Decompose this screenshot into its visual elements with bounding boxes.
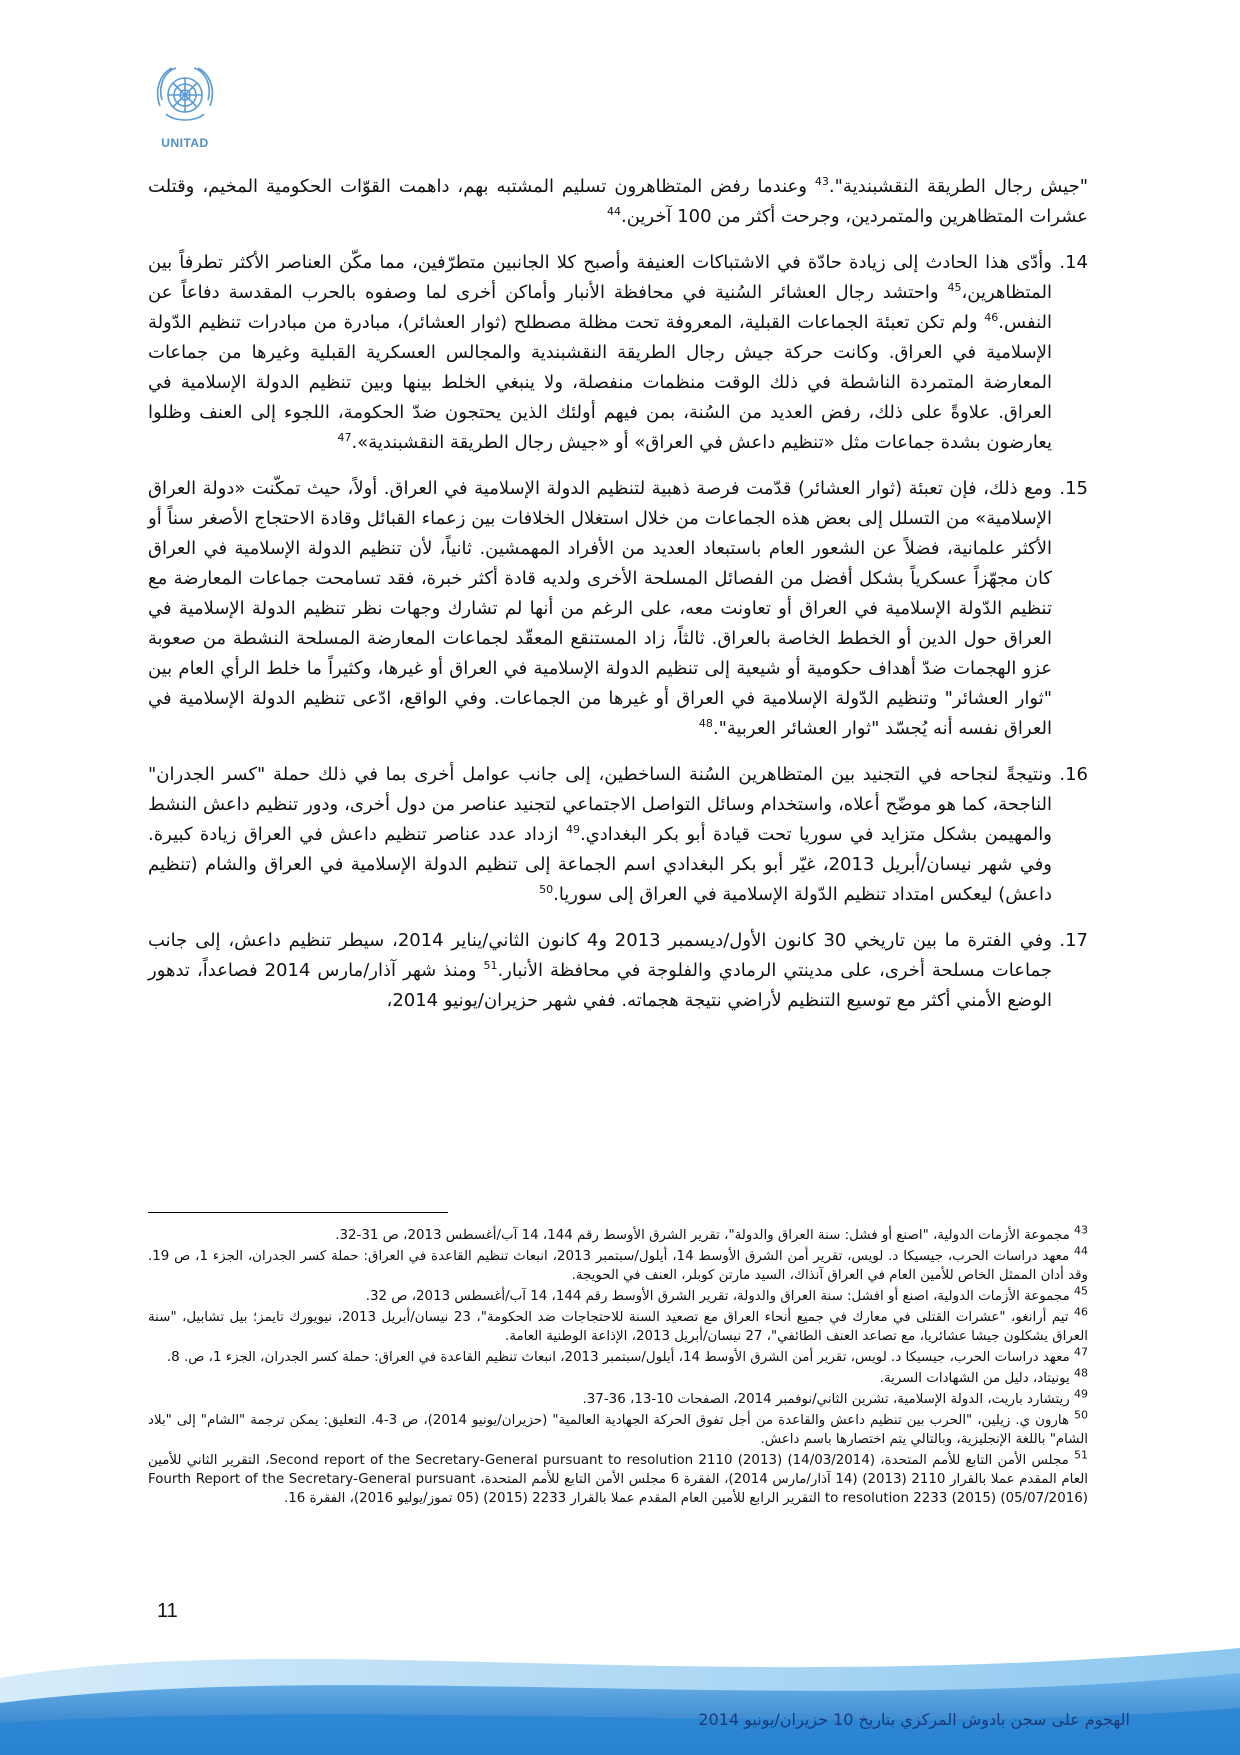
paragraph-number: 17. <box>1059 930 1088 951</box>
paragraph-16: 16. ونتيجةً لنجاحه في التجنيد بين المتظاهرين السُنة الساخطين، إلى جانب عوامل أخرى بما في ذلك حملة "كسر الجدران" الناجحة، كما هو موضّح أعلاه، واستخدام وسائل التواصل الاجتماعي لتجنيد عناصر من دول أخرى، ودور تنظيم داعش النشط والمهيمن بشكل متزايد في سوريا تحت قيادة أبو بكر البغدادي.$^{49}$ ازداد عدد عناصر تنظيم داعش في العراق زيادة كبيرة. وفي شهر نيسان/أبريل 2013، غيّر أبو بكر البغدادي اسم الجماعة إلى تنظيم الدولة الإسلامية في العراق والشام (تنظيم داعش) ليعكس امتداد تنظيم الدّولة الإسلامية في العراق إلى سوريا.$^{50}$ <box>148 760 1088 910</box>
footnote-with-links: $^{51}$ مجلس الأمن التابع للأمم المتحدة، Second report of the Secretary-General pursuant to resolution 2110 (2013) (14/03/2014)، التقرير الثاني للأمين العام المقدم عملا بالقرار 2110 (2013) (14 آذار/مارس 2014)، الفقرة 6 مجلس الأمن التابع للأمم المتحدة، Fourth Report of the Secretary-General pursuant to resolution 2233 (2015) (05/07/2016) التقرير الرابع للأمين العام المقدم عملا بالقرار 2233 (2015) (05 تموز/يوليو 2016)، الفقرة 16. <box>148 1448 1089 1506</box>
paragraph-17: 17. وفي الفترة ما بين تاريخي 30 كانون الأول/ديسمبر 2013 و4 كانون الثاني/يناير 2014، سيطر تنظيم داعش، إلى جانب جماعات مسلحة أخرى، على مدينتي الرمادي والفلوجة في محافظة الأنبار.$^{51}$ ومنذ شهر آذار/مارس 2014 فصاعداً، تدهور الوضع الأمني أكثر مع توسيع التنظيم لأراضي نتيجة هجماته. ففي شهر حزيران/يونيو 2014، <box>148 926 1088 1016</box>
logo-text: UNITAD <box>161 136 209 150</box>
un-emblem-icon <box>148 60 222 134</box>
footnote: $^{47}$ معهد دراسات الحرب، جيسيكا د. لويس، تقرير أمن الشرق الأوسط 14، أيلول/سبتمبر 2013، انبعاث تنظيم القاعدة في العراق: حملة كسر الجدران، الجزء 1، ص. 8. <box>166 1345 1088 1365</box>
paragraph-number: 14. <box>1059 252 1088 273</box>
footnote: $^{43}$ مجموعة الأزمات الدولية، "اصنع أو فشل: سنة العراق والدولة"، تقرير الشرق الأوسط رقم 144، 14 آب/أغسطس 2013، ص 31-32. <box>335 1223 1088 1243</box>
paragraph-14: 14. وأدّى هذا الحادث إلى زيادة حادّة في الاشتباكات العنيفة وأصبح كلا الجانبين متطرّفين، مما مكّن العناصر الأكثر تطرفاً بين المتظاهرين،$^{45}$ واحتشد رجال العشائر السُنية في محافظة الأنبار وأماكن أخرى لما وصفوه بالحرب المقدسة دفاعاً عن النفس.$^{46}$ ولم تكن تعبئة الجماعات القبلية، المعروفة تحت مظلة مصطلح (ثوار العشائر)، مبادرة من مبادرات تنظيم الدّولة الإسلامية في العراق. وكانت حركة جيش رجال الطريقة النقشبندية والمجالس العسكرية القبلية وغيرها من جماعات المعارضة المتمردة الناشطة في ذلك الوقت منظمات منفصلة، ولا ينبغي الخلط بينها وبين تنظيم الدولة الإسلامية في العراق. علاوةً على ذلك، رفض العديد من السُنة، بمن فيهم أولئك الذين يحتجون ضدّ الحكومة، اللجوء إلى العنف وظلوا يعارضون بشدة جماعات مثل «تنظيم داعش في العراق» أو «جيش رجال الطريقة النقشبندية».$^{47}$ <box>148 248 1088 458</box>
paragraph-number: 16. <box>1059 764 1088 785</box>
footnote: $^{50}$ هارون ي. زيلين، "الحرب بين تنظيم داعش والقاعدة من أجل تفوق الحركة الجهادية العالمية" (حزيران/يونيو 2014)، ص 3-4. التعليق: يمكن ترجمة "الشام" إلى "بلاد الشام" باللغة الإنجليزية، وبالتالي يتم اختصارها باسم داعش. <box>148 1408 1088 1447</box>
footnote: $^{46}$ تيم أرانغو، "عشرات القتلى في معارك في جميع أنحاء العراق مع تصعيد السنة للاحتجاجات ضد الحكومة"، 23 نيسان/أبريل 2013، نيويورك تايمز؛ بيل تشابيل، "سنة العراق يشكلون جيشا عشائريا، مع تصاعد العنف الطائفي"، 27 نيسان/أبريل 2013، الإذاعة الوطنية العامة. <box>148 1305 1089 1344</box>
footnote: $^{48}$ يونيتاد، دليل من الشهادات السرية. <box>879 1366 1088 1386</box>
unitad-logo <box>148 60 222 152</box>
footnote: $^{49}$ ريتشارد باريت، الدولة الإسلامية، تشرين الثاني/نوفمبر 2014، الصفحات 10-13، 36-37. <box>582 1387 1088 1407</box>
footnote: $^{45}$ مجموعة الأزمات الدولية، اصنع أو افشل: سنة العراق والدولة، تقرير الشرق الأوسط رقم 144، 14 آب/أغسطس 2013، ص 32. <box>365 1284 1088 1304</box>
footnote: $^{44}$ معهد دراسات الحرب، جيسيكا د. لويس، تقرير أمن الشرق الأوسط 14، أيلول/سبتمبر 2013، انبعاث تنظيم القاعدة في العراق: حملة كسر الجدران، الجزء 1، ص 19. وقد أدان الممثل الخاص للأمين العام في العراق آنذاك، السيد مارتن كوبلر، العنف في الحويجة. <box>148 1244 1088 1283</box>
paragraph-15: 15. ومع ذلك، فإن تعبئة (ثوار العشائر) قدّمت فرصة ذهبية لتنظيم الدولة الإسلامية في العراق. أولاً، حيث تمكّنت «دولة العراق الإسلامية» من التسلل إلى بعض هذه الجماعات من خلال استغلال الخلافات بين زعماء القبائل وقادة الاحتجاج الأصغر سناً أو الأكثر علمانية، فضلاً عن الشعور العام باستبعاد العديد من الأفراد المهمشين. ثانياً، لأن تنظيم الدولة الإسلامية في العراق كان مجهّزاً عسكرياً بشكل أفضل من الفصائل المسلحة الأخرى ولديه قادة أكثر خبرة، فقد تسامحت جماعات المعارضة مع تنظيم الدّولة الإسلامية في العراق أو تعاونت معه، على الرغم من أنها لم تشارك وجهات نظر تنظيم الدولة الإسلامية في العراق حول الدين أو الخطط الخاصة بالعراق. ثالثاً، زاد المستنقع المعقّد لجماعات المعارضة المسلحة النشطة من صعوبة عزو الهجمات ضدّ أهداف حكومية أو شيعية إلى تنظيم الدولة الإسلامية في العراق أو غيرها، وكثيراً ما خلط الرأي العام بين "ثوار العشائر" وتنظيم الدّولة الإسلامية في العراق أو غيرها من الجماعات. وفي الواقع، ادّعى تنظيم الدولة الإسلامية في العراق نفسه أنه يُجسّد "ثوار العشائر العربية".$^{48}$ <box>148 474 1088 744</box>
paragraph-continued: "جيش رجال الطريقة النقشبندية".$^{43}$ وعندما رفض المتظاهرون تسليم المشتبه بهم، داهمت القوّات الحكومية المخيم، وقتلت عشرات المتظاهرين والمتمردين، وجرحت أكثر من 100 آخرين.$^{44}$ <box>148 175 1088 227</box>
footer-title: الهجوم على سجن بادوش المركزي بتاريخ 10 حزيران/يونيو 2014 <box>698 1710 1130 1729</box>
footnote-separator <box>148 1212 448 1213</box>
body-text <box>148 172 1088 1032</box>
footer-wave-band <box>0 1618 1240 1755</box>
paragraph-number: 15. <box>1059 478 1088 499</box>
page-number: 11 <box>157 1600 178 1622</box>
footnotes <box>148 1223 1089 1510</box>
